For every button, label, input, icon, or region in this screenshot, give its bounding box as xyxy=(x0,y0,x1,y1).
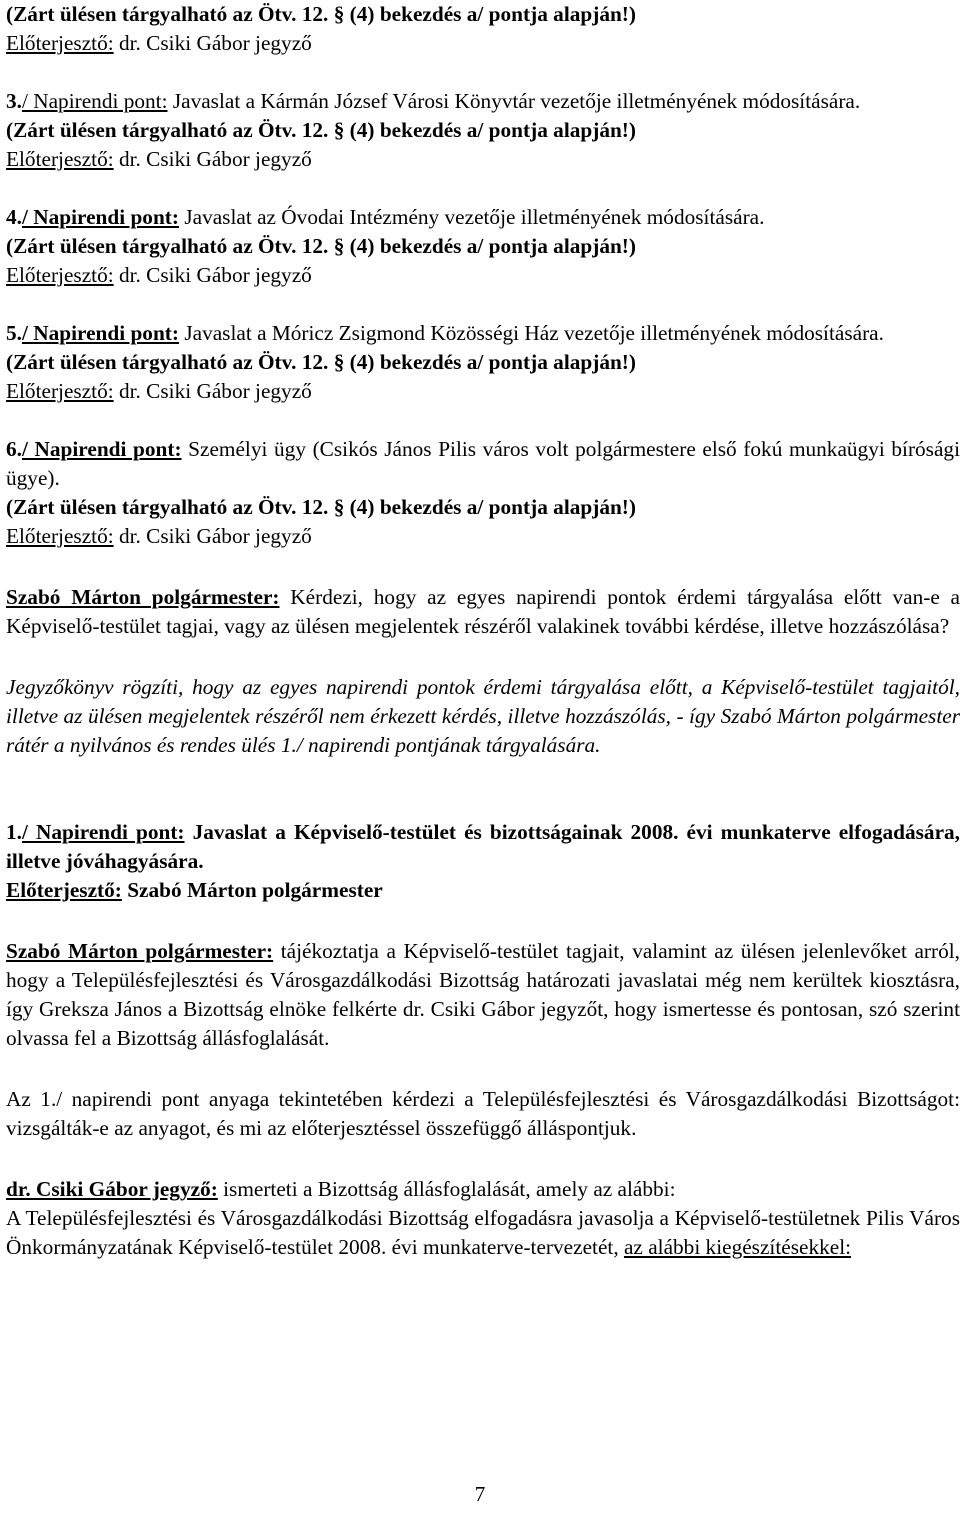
presenter-label: Előterjesztő: xyxy=(6,31,114,55)
agenda-item-4 xyxy=(6,203,960,290)
presenter-label: Előterjesztő: xyxy=(6,878,122,902)
previous-item-continuation xyxy=(6,0,960,58)
notary-section xyxy=(6,1175,960,1262)
presenter-name: dr. Csiki Gábor jegyző xyxy=(113,263,312,287)
question-paragraph: Az 1./ napirendi pont anyaga tekintetében kérdezi a Településfejlesztési és Városgazdálkodási Bizottságot: vizsgálták-e az anyagot, és mi az előterjesztéssel összefüggő álláspontjuk. xyxy=(6,1087,960,1140)
presenter-line xyxy=(6,876,960,905)
agenda-item-heading xyxy=(6,818,960,876)
agenda-number: 6. xyxy=(6,437,22,461)
presenter-label: Előterjesztő: xyxy=(6,524,114,548)
agenda-label: / Napirendi pont: xyxy=(21,321,179,345)
agenda-item-6 xyxy=(6,435,960,551)
legal-basis: (Zárt ülésen tárgyalható az Ötv. 12. § (4) bekezdés a/ pontja alapján!) xyxy=(6,234,636,258)
spacer xyxy=(6,1143,960,1175)
presenter-label: Előterjesztő: xyxy=(6,147,114,171)
agenda-item-heading xyxy=(6,87,960,116)
presenter-line xyxy=(6,261,960,290)
spacer xyxy=(6,174,960,203)
spacer xyxy=(6,58,960,87)
agenda-title: Személyi ügy (Csikós János Pilis város volt polgármestere első fokú munkaügyi bírósági ügye). xyxy=(6,437,960,490)
speaker-text: tájékoztatja a Képviselő-testület tagjait, valamint az ülésen jelenlevőket arról, hogy a Településfejlesztési és Városgazdálkodási Bizottság határozati javaslatai még nem kerültek kiosztásra, így Greksza János a Bizottság elnöke felkérte dr. Csiki Gábor jegyzőt, hogy ismertesse és pontosan, szó szerint olvassa fel a Bizottság állásfoglalását. xyxy=(6,939,960,1050)
presenter-name: dr. Csiki Gábor jegyző xyxy=(113,31,312,55)
presenter-line xyxy=(6,522,960,551)
committee-text: A Településfejlesztési és Városgazdálkodási Bizottság elfogadásra javasolja a Képviselő-testületnek Pilis Város Önkormányzatának Képviselő-testület 2008. évi munkaterve-tervezetét, xyxy=(6,1206,960,1259)
presenter-name: dr. Csiki Gábor jegyző xyxy=(113,524,312,548)
presenter-label: Előterjesztő: xyxy=(6,263,114,287)
presenter-name: Szabó Márton polgármester xyxy=(121,878,383,902)
agenda-number: 4. xyxy=(6,205,22,229)
agenda-label: / Napirendi pont: xyxy=(21,89,168,113)
agenda-label: / Napirendi pont: xyxy=(21,205,179,229)
speaker-name: Szabó Márton polgármester: xyxy=(6,585,280,609)
presenter-name: dr. Csiki Gábor jegyző xyxy=(113,379,312,403)
spacer xyxy=(6,406,960,435)
agenda-title: Javaslat a Móricz Zsigmond Közösségi Ház vezetője illetményének módosítására. xyxy=(179,321,884,345)
legal-basis: (Zárt ülésen tárgyalható az Ötv. 12. § (4) bekezdés a/ pontja alapján!) xyxy=(6,118,636,142)
agenda-item-heading xyxy=(6,435,960,493)
agenda-title: Javaslat a Képviselő-testület és bizottságainak 2008. évi munkaterve elfogadására, illetve jóváhagyására. xyxy=(6,820,960,873)
mayor-info-paragraph xyxy=(6,937,960,1053)
speaker-text: Kérdezi, hogy az egyes napirendi pontok érdemi tárgyalása előtt van-e a Képviselő-testület tagjai, vagy az ülésen megjelentek részéről valakinek további kérdése, illetve hozzászólása? xyxy=(6,585,960,638)
agenda-number: 1. xyxy=(6,820,22,844)
agenda-title: Javaslat a Kármán József Városi Könyvtár vezetője illetményének módosítására. xyxy=(167,89,861,113)
notary-intro xyxy=(6,1175,960,1204)
presenter-line xyxy=(6,145,960,174)
legal-basis: (Zárt ülésen tárgyalható az Ötv. 12. § (4) bekezdés a/ pontja alapján!) xyxy=(6,350,636,374)
agenda-item-5 xyxy=(6,319,960,406)
additions-label: az alábbi kiegészítésekkel: xyxy=(623,1235,852,1259)
agenda-label: / Napirendi pont: xyxy=(21,437,182,461)
agenda-label: / Napirendi pont: xyxy=(21,820,185,844)
presenter-line xyxy=(6,29,960,58)
presenter-name: dr. Csiki Gábor jegyző xyxy=(113,147,312,171)
presenter-line xyxy=(6,377,960,406)
agenda-number: 5. xyxy=(6,321,22,345)
agenda-item-heading xyxy=(6,203,960,232)
agenda-item-3 xyxy=(6,87,960,174)
agenda-number: 3. xyxy=(6,89,22,113)
spacer xyxy=(6,641,960,673)
committee-statement xyxy=(6,1204,960,1262)
spacer xyxy=(6,290,960,319)
page-number: 7 xyxy=(474,1482,486,1506)
legal-basis: (Zárt ülésen tárgyalható az Ötv. 12. § (4) bekezdés a/ pontja alapján!) xyxy=(6,2,636,26)
speaker-text: ismerteti a Bizottság állásfoglalását, amely az alábbi: xyxy=(217,1177,676,1201)
agenda-title: Javaslat az Óvodai Intézmény vezetője illetményének módosítására. xyxy=(179,205,765,229)
agenda-item-heading xyxy=(6,319,960,348)
spacer xyxy=(6,905,960,937)
mayor-question-paragraph xyxy=(6,583,960,641)
spacer xyxy=(6,760,960,818)
presenter-label: Előterjesztő: xyxy=(6,379,114,403)
speaker-name: Szabó Márton polgármester: xyxy=(6,939,274,963)
speaker-name: dr. Csiki Gábor jegyző: xyxy=(6,1177,218,1201)
agenda-item-1 xyxy=(6,818,960,905)
spacer xyxy=(6,1053,960,1085)
spacer xyxy=(6,551,960,583)
legal-basis: (Zárt ülésen tárgyalható az Ötv. 12. § (4) bekezdés a/ pontja alapján!) xyxy=(6,495,636,519)
document-page xyxy=(6,0,960,1262)
minutes-note-paragraph: Jegyzőkönyv rögzíti, hogy az egyes napirendi pontok érdemi tárgyalása előtt, a Képviselő-testület tagjaitól, illetve az ülésen megjelentek részéről nem érkezett kérdés, illetve hozzászólás, - így Szabó Márton polgármester rátér a nyilvános és rendes ülés 1./ napirendi pontjának tárgyalására. xyxy=(6,675,960,757)
